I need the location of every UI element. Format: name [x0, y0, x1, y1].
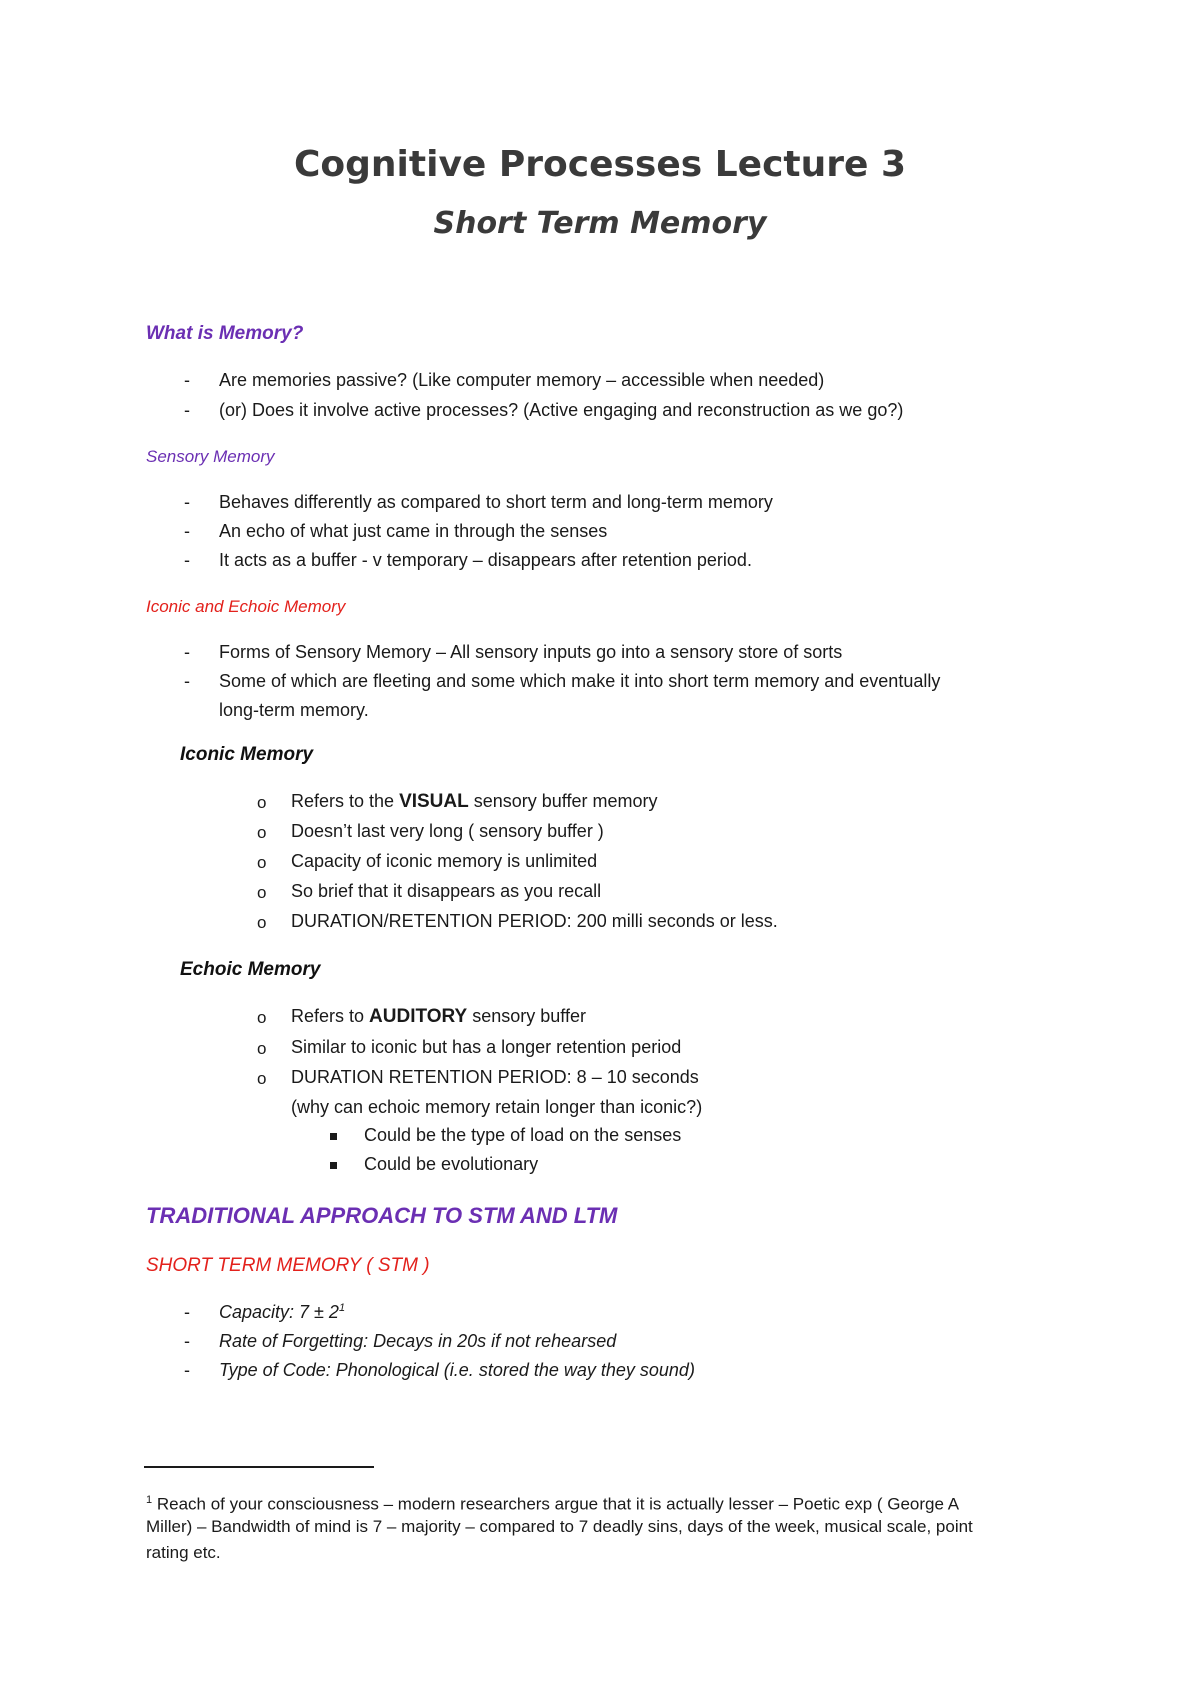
list-item: Similar to iconic but has a longer retention period: [291, 1037, 682, 1057]
heading-iconic-memory: Iconic Memory: [180, 744, 314, 765]
circle-bullet: o: [257, 793, 267, 812]
list-item: Capacity of iconic memory is unlimited: [291, 851, 598, 871]
list-item: Doesn’t last very long ( sensory buffer ): [291, 821, 604, 841]
sub-list-item: Could be the type of load on the senses: [364, 1125, 682, 1145]
dash-bullet: -: [184, 671, 190, 691]
footnote-line: rating etc.: [146, 1543, 221, 1562]
circle-bullet: o: [257, 883, 267, 902]
dash-bullet: -: [184, 370, 190, 390]
dash-bullet: -: [184, 492, 190, 512]
list-item: (or) Does it involve active processes? (Active engaging and reconstruction as we go?): [219, 400, 904, 420]
list-item: DURATION RETENTION PERIOD: 8 – 10 seconds: [291, 1067, 699, 1087]
square-bullet: [330, 1133, 337, 1140]
footnote-reference[interactable]: 1: [338, 1302, 346, 1314]
list-item: DURATION/RETENTION PERIOD: 200 milli seconds or less.: [291, 911, 778, 931]
heading-echoic-memory: Echoic Memory: [180, 959, 321, 980]
footnote-marker: 1: [146, 1494, 153, 1506]
list-item-continuation: long-term memory.: [219, 700, 369, 720]
list-item: Behaves differently as compared to short term and long-term memory: [219, 492, 773, 512]
page-title: Cognitive Processes Lecture 3: [294, 144, 906, 185]
emphasis-auditory: AUDITORY: [369, 1006, 468, 1027]
list-item: Some of which are fleeting and some which make it into short term memory and eventually: [219, 671, 941, 691]
item-text: Refers to: [291, 1006, 370, 1026]
heading-iconic-echoic: Iconic and Echoic Memory: [146, 597, 346, 616]
circle-bullet: o: [257, 853, 267, 872]
circle-bullet: o: [257, 913, 267, 932]
heading-what-is-memory: What is Memory?: [146, 323, 304, 344]
footnote-separator: [144, 1466, 374, 1468]
dash-bullet: -: [184, 400, 190, 420]
heading-sensory-memory: Sensory Memory: [146, 447, 275, 466]
dash-bullet: -: [184, 1360, 190, 1380]
list-item: Type of Code: Phonological (i.e. stored the way they sound): [219, 1360, 695, 1380]
item-text: Refers to the: [291, 791, 400, 811]
heading-traditional-approach: TRADITIONAL APPROACH TO STM AND LTM: [146, 1203, 618, 1228]
circle-bullet: o: [257, 1039, 267, 1058]
list-item: Are memories passive? (Like computer memory – accessible when needed): [219, 370, 825, 390]
dash-bullet: -: [184, 521, 190, 541]
emphasis-visual: VISUAL: [399, 791, 469, 812]
list-item: It acts as a buffer - v temporary – disappears after retention period.: [219, 550, 752, 570]
dash-bullet: -: [184, 642, 190, 662]
dash-bullet: -: [184, 550, 190, 570]
footnote-line: Miller) – Bandwidth of mind is 7 – majority – compared to 7 deadly sins, days of the week, musical scale, point: [146, 1517, 973, 1536]
list-item-continuation: (why can echoic memory retain longer than iconic?): [291, 1097, 703, 1117]
list-item: Forms of Sensory Memory – All sensory inputs go into a sensory store of sorts: [219, 642, 843, 662]
square-bullet: [330, 1162, 337, 1169]
item-text: sensory buffer: [467, 1006, 586, 1026]
heading-stm: SHORT TERM MEMORY ( STM ): [146, 1255, 430, 1276]
item-text: Capacity: 7 ± 2: [219, 1302, 339, 1322]
list-item: [291, 1006, 586, 1028]
list-item: Rate of Forgetting: Decays in 20s if not rehearsed: [219, 1331, 617, 1351]
circle-bullet: o: [257, 1069, 267, 1088]
sub-list-item: Could be evolutionary: [364, 1154, 539, 1174]
footnote-line: [146, 1488, 959, 1517]
page-subtitle: Short Term Memory: [433, 206, 767, 241]
dash-bullet: -: [184, 1302, 190, 1322]
list-item: An echo of what just came in through the senses: [219, 521, 608, 541]
dash-bullet: -: [184, 1331, 190, 1351]
list-item: [291, 791, 658, 813]
circle-bullet: o: [257, 823, 267, 842]
circle-bullet: o: [257, 1008, 267, 1027]
footnote-text: Reach of your consciousness – modern researchers argue that it is actually lesser – Poetic exp ( George A: [152, 1494, 960, 1514]
list-item: So brief that it disappears as you recall: [291, 881, 602, 901]
list-item: [219, 1302, 345, 1323]
item-text: sensory buffer memory: [468, 791, 658, 811]
